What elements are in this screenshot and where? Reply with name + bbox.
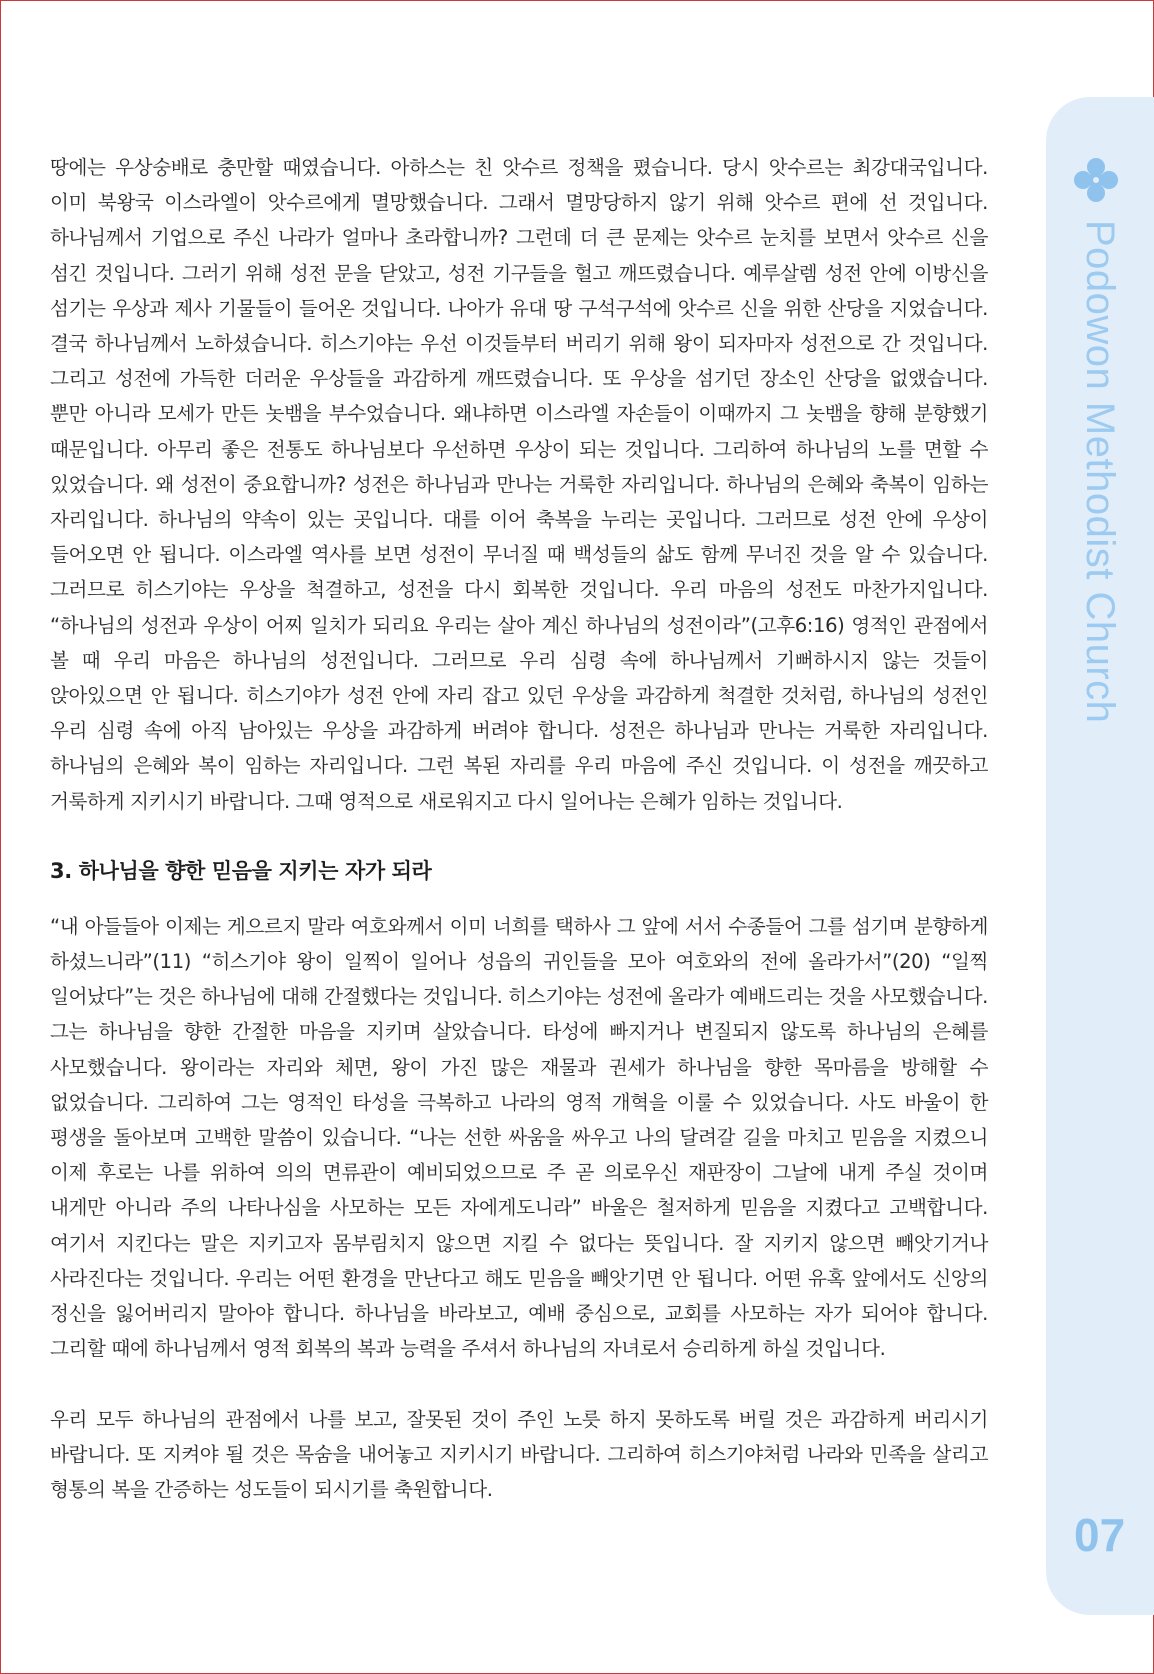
paragraph-3: 우리 모두 하나님의 관점에서 나를 보고, 잘못된 것이 주인 노릇 하지 못하도록 버릴 것은 과감하게 버리시기 바랍니다. 또 지켜야 될 것은 목숨을 내어놓고 지키시기 바랍니다. 그리하여 히스기야처럼 나라와 민족을 살리고 형통의 복을 간증하는 성도들이 되시기를 축원합니다. (50, 1407, 988, 1501)
paragraph-2: “내 아들들아 이제는 게으르지 말라 여호와께서 이미 너희를 택하사 그 앞에 서서 수종들어 그를 섬기며 분향하게 하셨느니라”(11) “히스기야 왕이 일찍이 일어나 성읍의 귀인들을 모아 여호와의 전에 올라가서”(20) “일찍 일어났다”는 것은 하나님에 대해 간절했다는 것입니다. 히스기야는 성전에 올라가 예배드리는 것을 사모했습니다. 그는 하나님을 향한 간절한 마음을 지키며 살았습니다. 타성에 빠지거나 변질되지 않도록 하나님의 은혜를 사모했습니다. 왕이라는 자리와 체면, 왕이 가진 많은 재물과 권세가 하나님을 향한 목마름을 방해할 수 없었습니다. 그리하여 그는 영적인 타성을 극복하고 나라의 영적 개혁을 이룰 수 있었습니다. 사도 바울이 한 평생을 돌아보며 고백한 말씀이 있습니다. “나는 선한 싸움을 싸우고 나의 달려갈 길을 마치고 믿음을 지켰으니 이제 후로는 나를 위하여 의의 면류관이 예비되었으므로 주 곧 의로우신 재판장이 그날에 내게 주실 것이며 내게만 아니라 주의 나타나심을 사모하는 모든 자에게도니라” 바울은 철저하게 믿음을 지켰다고 고백합니다. 여기서 지킨다는 말은 지키고자 몸부림치지 않으면 지킬 수 없다는 뜻입니다. 잘 지키지 않으면 빼앗기거나 사라진다는 것입니다. 우리는 어떤 환경을 만난다고 해도 믿음을 빼앗기면 안 됩니다. 어떤 유혹 앞에서도 신앙의 정신을 잃어버리지 말아야 합니다. 하나님을 바라보고, 예배 중심으로, 교회를 사모하는 자가 되어야 합니다. 그리할 때에 하나님께서 영적 회복의 복과 능력을 주셔서 하나님의 자녀로서 승리하게 하실 것입니다. (50, 914, 988, 1361)
church-name-vertical: Podowon Methodist Church (1078, 220, 1122, 724)
section-heading-3: 3. 하나님을 향한 믿음을 지키는 자가 되라 (50, 858, 432, 883)
page-number: 07 (1074, 1509, 1126, 1561)
paragraph-1: 땅에는 우상숭배로 충만할 때였습니다. 아하스는 친 앗수르 정책을 폈습니다. 당시 앗수르는 최강대국입니다. 이미 북왕국 이스라엘이 앗수르에게 멸망했습니다. 그래서 멸망당하지 않기 위해 앗수르 편에 선 것입니다. 하나님께서 기업으로 주신 나라가 얼마나 초라합니까? 그런데 더 큰 문제는 앗수르 눈치를 보면서 앗수르 신을 섬긴 것입니다. 그러기 위해 성전 문을 닫았고, 성전 기구들을 헐고 깨뜨렸습니다. 예루살렘 성전 안에 이방신을 섬기는 우상과 제사 기물들이 들어온 것입니다. 나아가 유대 땅 구석구석에 앗수르 신을 위한 산당을 지었습니다. 결국 하나님께서 노하셨습니다. 히스기야는 우선 이것들부터 버리기 위해 왕이 되자마자 성전으로 간 것입니다. 그리고 성전에 가득한 더러운 우상들을 과감하게 깨뜨렸습니다. 또 우상을 섬기던 장소인 산당을 없앴습니다. 뿐만 아니라 모세가 만든 놋뱀을 부수었습니다. 왜냐하면 이스라엘 자손들이 이때까지 그 놋뱀을 향해 분향했기 때문입니다. 아무리 좋은 전통도 하나님보다 우선하면 우상이 되는 것입니다. 그리하여 하나님의 노를 면할 수 있었습니다. 왜 성전이 중요합니까? 성전은 하나님과 만나는 거룩한 자리입니다. 하나님의 은혜와 축복이 임하는 자리입니다. 하나님의 약속이 있는 곳입니다. 대를 이어 축복을 누리는 곳입니다. 그러므로 성전 안에 우상이 들어오면 안 됩니다. 이스라엘 역사를 보면 성전이 무너질 때 백성들의 삶도 함께 무너진 것을 알 수 있습니다. 그러므로 히스기야는 우상을 척결하고, 성전을 다시 회복한 것입니다. 우리 마음의 성전도 마찬가지입니다. “하나님의 성전과 우상이 어찌 일치가 되리요 우리는 살아 계신 하나님의 성전이라”(고후6:16) 영적인 관점에서 볼 때 우리 마음은 하나님의 성전입니다. 그러므로 우리 심령 속에 하나님께서 기뻐하시지 않는 것들이 앉아있으면 안 됩니다. 히스기야가 성전 안에 자리 잡고 있던 우상을 과감하게 척결한 것처럼, 하나님의 성전인 우리 심령 속에 아직 남아있는 우상을 과감하게 버려야 합니다. 성전은 하나님과 만나는 거룩한 자리입니다. 하나님의 은혜와 복이 임하는 자리입니다. 그런 복된 자리를 우리 마음에 주신 것입니다. 이 성전을 깨끗하고 거룩하게 지키시기 바랍니다. 그때 영적으로 새로워지고 다시 일어나는 은혜가 임하는 것입니다. (50, 156, 989, 813)
clover-icon (1072, 156, 1120, 204)
article-body (50, 150, 988, 1507)
